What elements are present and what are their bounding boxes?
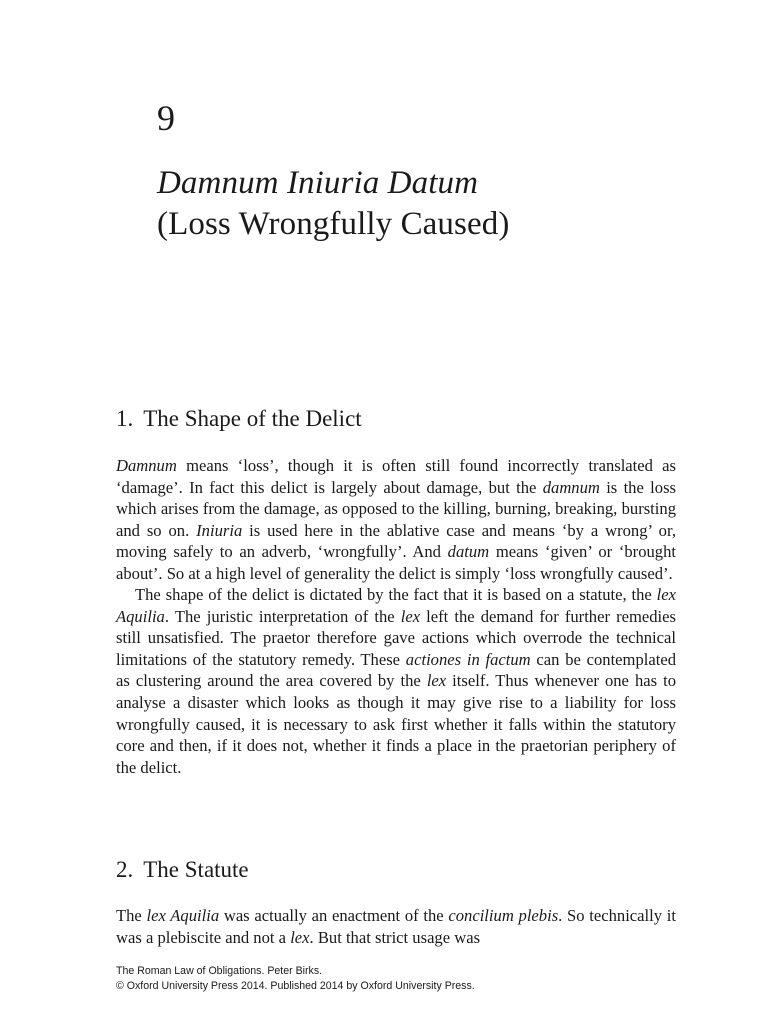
text-run: can be contemplated as clustering around the area covered by the [116,649,676,691]
italic-term: lex Aquilia [146,906,220,925]
section-number: 2. [116,857,134,882]
text-run: . So technically it was a plebiscite and not a [116,906,676,947]
chapter-title [157,163,509,245]
footer-copyright: © Oxford University Press 2014. Published 2014 by Oxford University Press. [116,980,475,992]
chapter-number: 9 [157,98,175,138]
section-1-body [116,455,676,778]
italic-term: lex Aquilia [116,585,676,626]
text-run: means ‘loss’, though it is often still found incorrectly translated as ‘damage’. In fact this delict is largely about damage, but the [116,456,676,497]
paragraph [116,584,676,778]
section-heading-1 [116,404,362,434]
text-run: is used here in the ablative case and means ‘by a wrong’ or, moving safely to an adverb, ‘wrongfully’. And [116,520,676,562]
text-run: The shape of the delict is dictated by the fact that it is based on a statute, the [135,585,657,605]
chapter-title-english: (Loss Wrongfully Caused) [157,206,510,242]
text-run: The [116,906,147,925]
italic-term: damnum [542,477,600,497]
italic-term: datum [447,542,490,562]
italic-term: lex [400,606,421,626]
text-run: . The juristic interpretation of the [164,606,401,626]
section-heading-2 [116,855,249,885]
text-run: is the loss which arises from the damage, as opposed to the killing, burning, breaking, bursting and so on. [116,477,676,540]
italic-term: actiones in factum [405,649,531,669]
text-run: left the demand for further remedies still unsatisfied. The praetor therefore gave actions which overrode the technical limitations of the statutory remedy. These [116,606,676,669]
italic-term: concilium plebis [448,906,559,925]
section-2-body [116,905,676,948]
footer-citation: The Roman Law of Obligations. Peter Birks. [116,965,323,977]
italic-term: lex [290,927,310,947]
paragraph [116,455,676,584]
section-title: The Statute [143,857,249,882]
section-title: The Shape of the Delict [143,406,362,431]
page-footer [116,964,475,994]
chapter-title-latin: Damnum Iniuria Datum [157,165,478,201]
text-run: . But that strict usage was [309,927,481,947]
italic-term: lex [426,671,447,691]
section-number: 1. [116,406,134,431]
text-run: means ‘given’ or ‘brought about’. So at a high level of generality the delict is simply ‘loss wrongfully caused’. [116,542,676,583]
italic-term: Damnum [116,456,177,475]
paragraph [116,905,676,948]
text-run: itself. Thus whenever one has to analyse a disaster which looks as though it may give rise to a liability for loss wrongfully caused, it is necessary to ask first whether it falls within the statutory core and then, if it does not, whether it finds a place in the praetorian periphery of the delict. [116,671,676,777]
italic-term: Iniuria [196,520,243,540]
text-run: was actually an enactment of the [219,906,449,925]
